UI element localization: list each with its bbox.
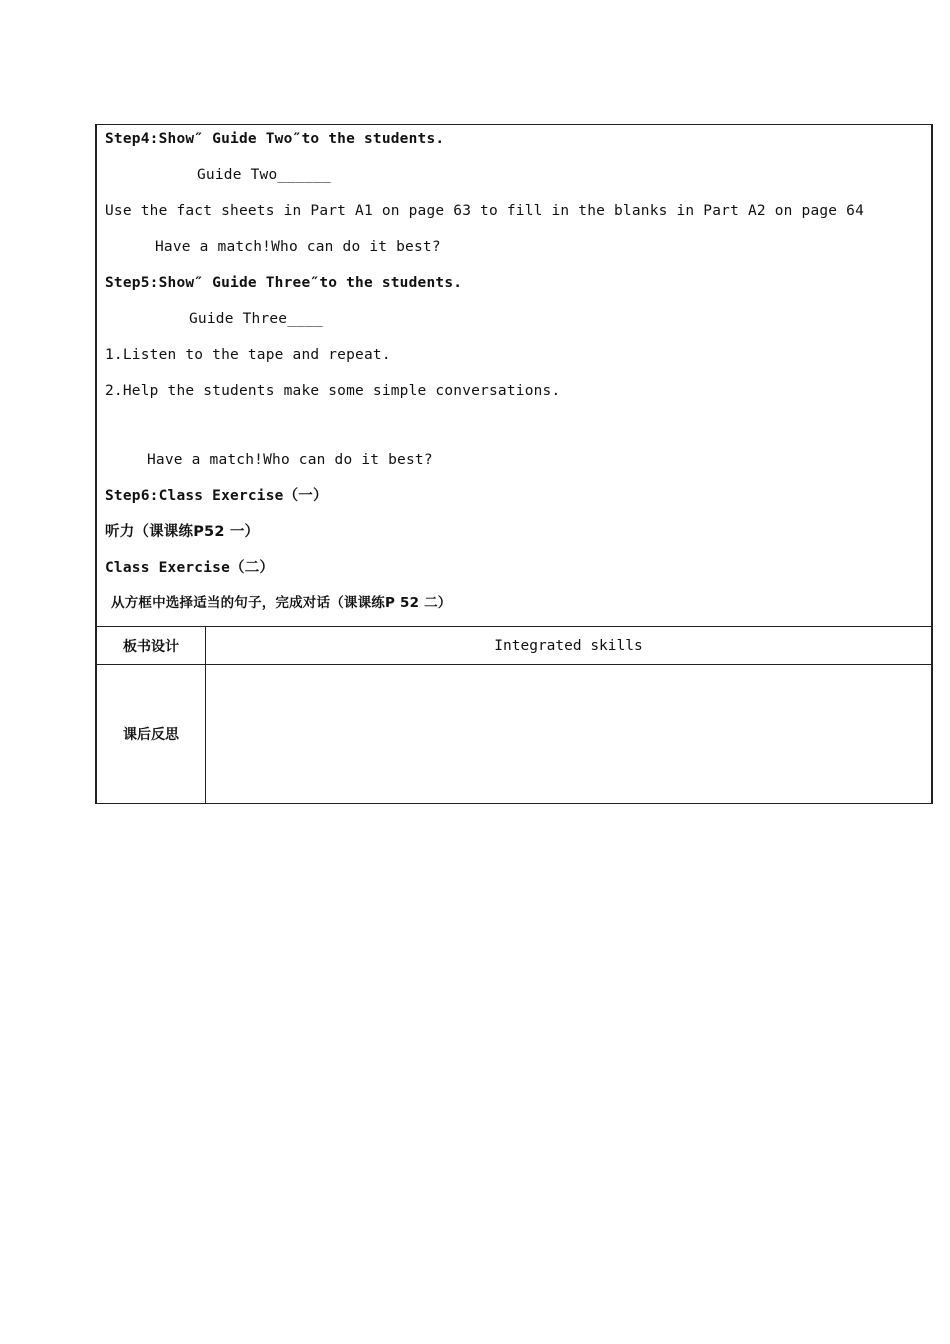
step5-title: Step5:Show″ Guide Three″to the students. <box>105 275 463 291</box>
match-prompt-two: Have a match!Who can do it best? <box>147 452 433 468</box>
guide-two-heading: Guide Two______ <box>197 167 331 183</box>
step4-title: Step4:Show″ Guide Two″to the students. <box>105 131 445 147</box>
reflection-label: 课后反思 <box>97 665 206 803</box>
reflection-content <box>206 665 931 803</box>
step6-title: Step6:Class Exercise（一） <box>105 488 328 504</box>
lesson-plan-table <box>95 124 933 804</box>
guide-three-item-2: 2.Help the students make some simple conversations. <box>105 383 561 399</box>
board-design-content: Integrated skills <box>494 637 643 654</box>
guide-three-item-1: 1.Listen to the tape and repeat. <box>105 347 391 363</box>
guide-three-heading: Guide Three____ <box>189 311 323 327</box>
class-exercise-two: Class Exercise（二） <box>105 560 275 576</box>
teaching-procedure-cell <box>97 125 931 627</box>
board-design-label: 板书设计 <box>97 627 206 664</box>
board-design-row <box>97 627 931 665</box>
reflection-row <box>97 665 931 803</box>
match-prompt-one: Have a match!Who can do it best? <box>155 239 441 255</box>
listening-exercise: 听力（课课练P52 一） <box>105 524 260 540</box>
dialogue-task: 从方框中选择适当的句子，完成对话（课课练P 52 二） <box>111 595 452 611</box>
guide-two-instruction: Use the fact sheets in Part A1 on page 63 to fill in the blanks in Part A2 on page 64 <box>105 203 865 219</box>
